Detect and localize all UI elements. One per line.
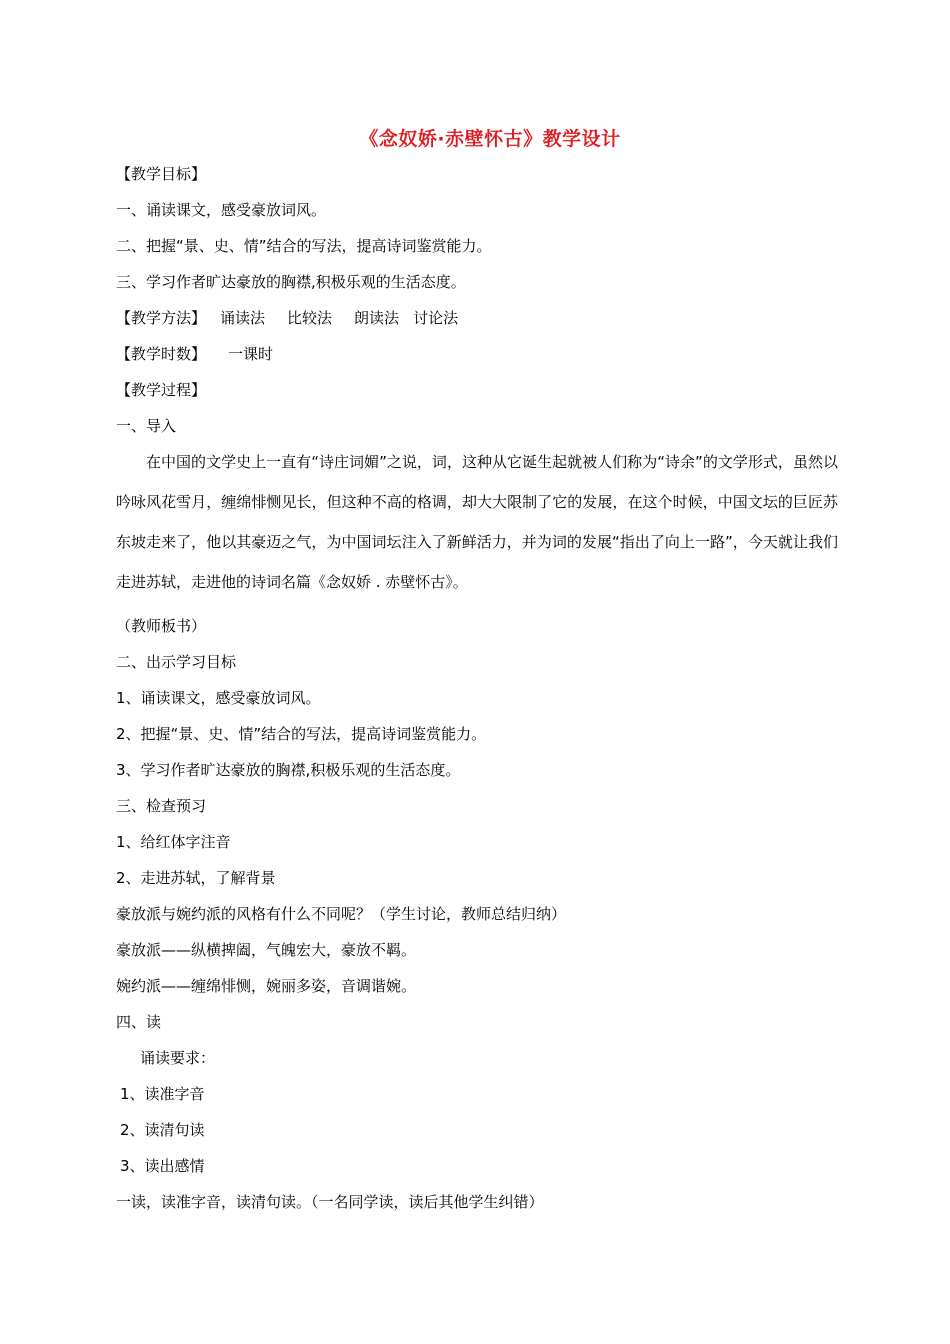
goal-item: 3、学习作者旷达豪放的胸襟,积极乐观的生活态度。 (116, 761, 461, 779)
hours-row (116, 344, 273, 364)
goal-item: 2、把握“景、史、情”结合的写法，提高诗词鉴赏能力。 (116, 725, 487, 743)
method-item: 比较法 (287, 309, 333, 327)
first-read: 一读，读准字音，读清句读。（一名同学读，读后其他学生纠错） (116, 1193, 544, 1211)
methods-row (116, 308, 458, 328)
read-heading: 四、读 (116, 1013, 162, 1031)
goals-heading: 二、出示学习目标 (116, 653, 237, 671)
read-item: 1、读准字音 (120, 1085, 205, 1103)
objective-item: 三、学习作者旷达豪放的胸襟,积极乐观的生活态度。 (116, 273, 466, 291)
objective-item: 一、诵读课文，感受豪放词风。 (116, 201, 327, 219)
method-item: 诵读法 (220, 309, 266, 327)
method-item: 讨论法 (413, 309, 459, 327)
preview-item: 2、走进苏轼，了解背景 (116, 869, 276, 887)
read-item: 3、读出感情 (120, 1157, 205, 1175)
haofang-style: 豪放派——纵横捭阖，气魄宏大，豪放不羁。 (116, 941, 417, 959)
methods-heading: 【教学方法】 (116, 309, 207, 327)
intro-heading: 一、导入 (116, 417, 177, 435)
read-item: 2、读清句读 (120, 1121, 205, 1139)
objective-item: 二、把握“景、史、情”结合的写法，提高诗词鉴赏能力。 (116, 237, 492, 255)
style-question: 豪放派与婉约派的风格有什么不同呢？（学生讨论，教师总结归纳） (116, 905, 567, 923)
wanyue-style: 婉约派——缠绵悱恻，婉丽多姿，音调谐婉。 (116, 977, 417, 995)
hours-heading: 【教学时数】 (116, 345, 207, 363)
intro-paragraph: 在中国的文学史上一直有“诗庄词媚”之说，词，这种从它诞生起就被人们称为“诗余”的文学形式，虽然以吟咏风花雪月，缠绵悱恻见长，但这种不高的格调，却大大限制了它的发展，在这个时候，中国文坛的巨匠苏东坡走来了，他以其豪迈之气，为中国词坛注入了新鲜活力，并为词的发展“指出了向上一路”，今天就让我们走进苏轼，走进他的诗词名篇《念奴娇 . 赤壁怀古》。 (116, 453, 838, 591)
read-requirement: 诵读要求： (140, 1049, 216, 1067)
document-title: 《念奴娇·赤壁怀古》教学设计 (359, 128, 621, 150)
hours-value: 一课时 (228, 345, 274, 363)
preview-item: 1、给红体字注音 (116, 833, 231, 851)
process-heading: 【教学过程】 (116, 381, 207, 399)
board-note: （教师板书） (116, 617, 207, 635)
objectives-heading: 【教学目标】 (116, 165, 207, 183)
goal-item: 1、诵读课文，感受豪放词风。 (116, 689, 321, 707)
preview-heading: 三、检查预习 (116, 797, 207, 815)
method-item: 朗读法 (354, 309, 400, 327)
